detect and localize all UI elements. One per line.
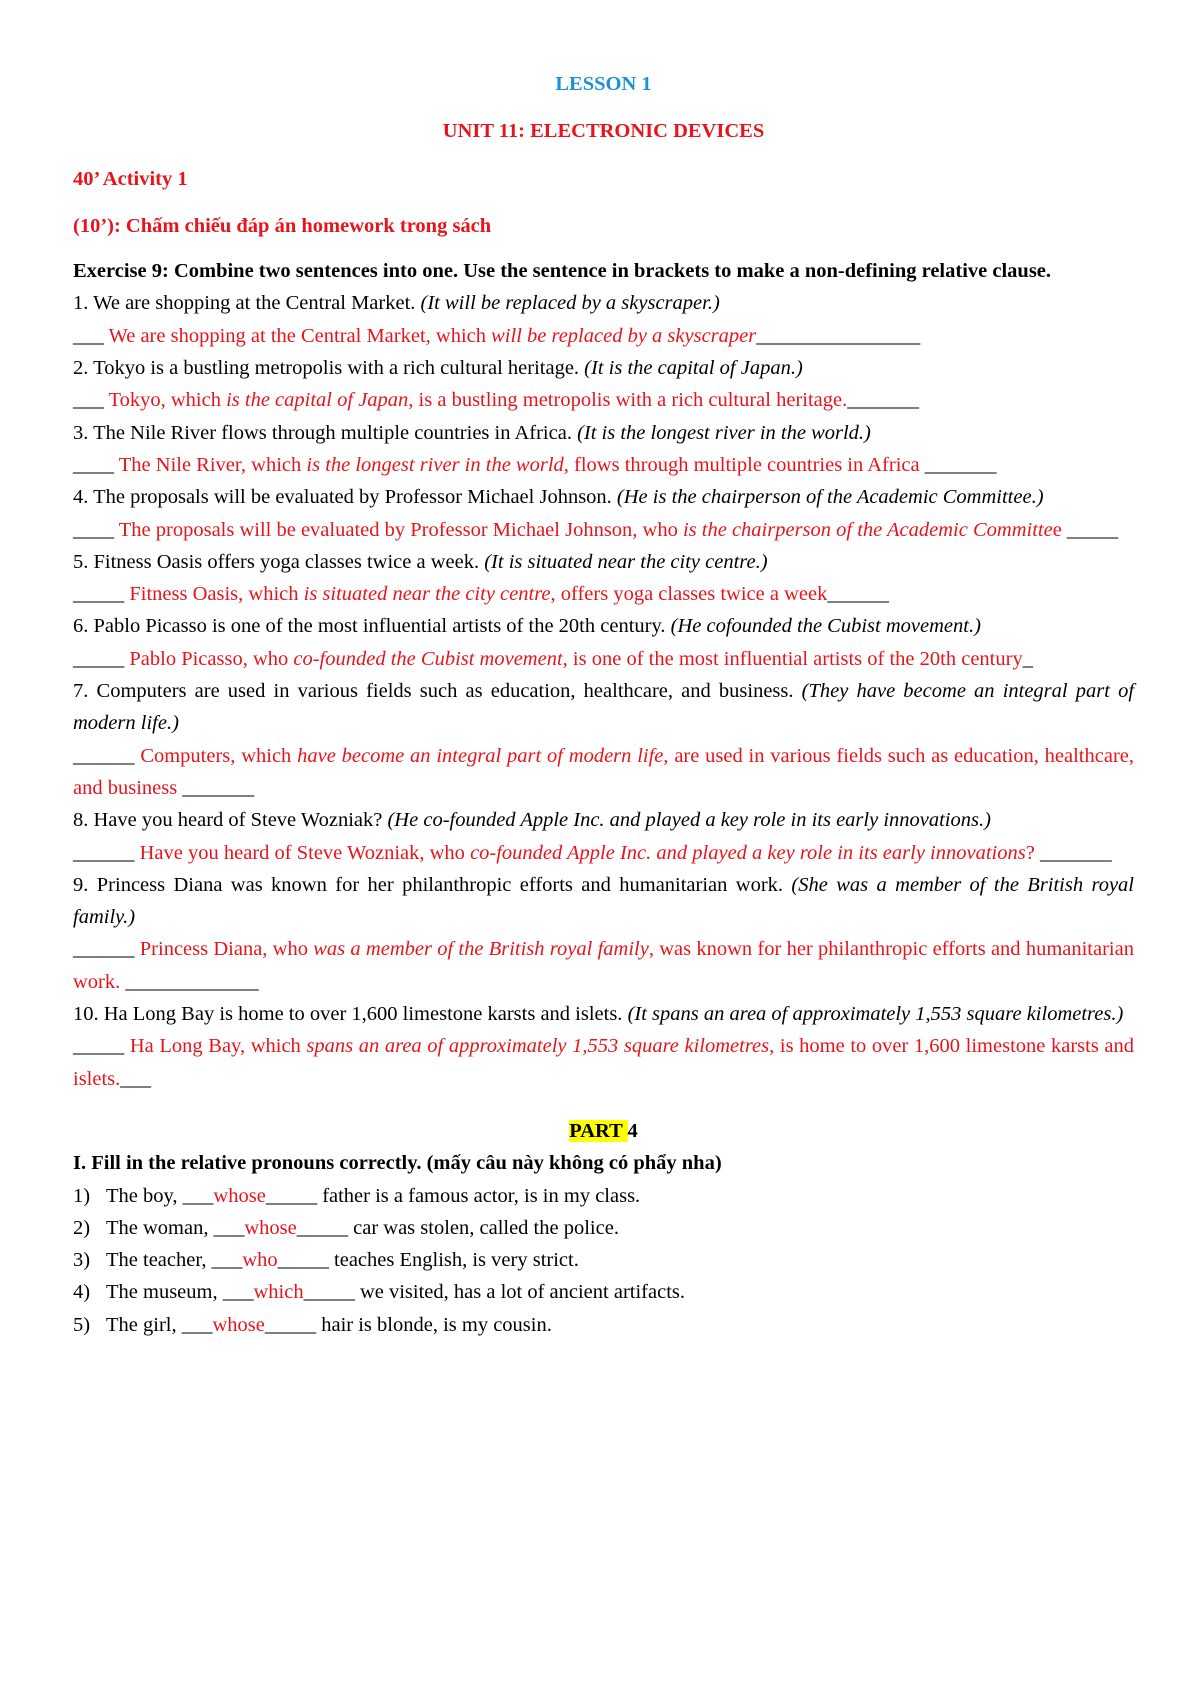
answer-text-rest: ? bbox=[1025, 841, 1040, 864]
question-number: 8. bbox=[73, 809, 94, 832]
part-4-number: 4 bbox=[627, 1119, 638, 1142]
exercise-9-question bbox=[73, 998, 1134, 1030]
part-4-heading bbox=[73, 1115, 1134, 1147]
answer-blank-after: ______ bbox=[827, 583, 889, 606]
question-number: 2. bbox=[73, 357, 94, 380]
item-number: 1) bbox=[73, 1184, 91, 1207]
question-text: Pablo Picasso is one of the most influential artists of the 20th century. bbox=[93, 615, 671, 638]
question-text: The Nile River flows through multiple countries in Africa. bbox=[93, 421, 578, 444]
exercise-9-answer bbox=[73, 320, 1134, 352]
question-text: Have you heard of Steve Wozniak? bbox=[93, 809, 388, 832]
exercise-9-title: Exercise 9: Combine two sentences into one. Use the sentence in brackets to make a non-defining relative clause. bbox=[73, 260, 1052, 283]
answer-blank-after: _ bbox=[1022, 647, 1033, 670]
answer-clause: is the longest river in the world bbox=[306, 453, 564, 476]
answer-blank-before: ______ bbox=[73, 938, 140, 961]
answer-blank-before: _____ bbox=[73, 1035, 130, 1058]
question-hint: (He is the chairperson of the Academic Committee.) bbox=[616, 486, 1044, 509]
item-number: 5) bbox=[73, 1313, 91, 1336]
answer-blank-after: _______ bbox=[924, 453, 997, 476]
fill-in-item bbox=[73, 1244, 1134, 1276]
exercise-9-answer bbox=[73, 933, 1134, 998]
exercise-9-answer bbox=[73, 384, 1134, 416]
fill-in-item bbox=[73, 1180, 1134, 1212]
fill-in-item bbox=[73, 1212, 1134, 1244]
exercise-9-answer bbox=[73, 449, 1134, 481]
item-text-after: _____ we visited, has a lot of ancient artifacts. bbox=[303, 1281, 685, 1304]
answer-text: The proposals will be evaluated by Professor Michael Johnson, who bbox=[118, 518, 683, 541]
item-number: 4) bbox=[73, 1281, 91, 1304]
item-number: 2) bbox=[73, 1216, 91, 1239]
answer-clause: co-founded the Cubist movement bbox=[293, 647, 563, 670]
exercise-9-question bbox=[73, 287, 1134, 319]
answer-text: Ha Long Bay, which bbox=[129, 1035, 307, 1058]
answer-clause: was a member of the British royal family bbox=[313, 938, 649, 961]
item-answer: whose bbox=[212, 1313, 265, 1336]
answer-clause: is the chairperson of the Academic Committe bbox=[682, 518, 1053, 541]
answer-blank-before: ___ bbox=[73, 389, 109, 412]
question-hint: (It is situated near the city centre.) bbox=[484, 550, 768, 573]
part-4-label: PART bbox=[569, 1119, 628, 1142]
item-text-before: The museum, ___ bbox=[106, 1281, 254, 1304]
question-number: 7. bbox=[73, 680, 97, 703]
answer-text-rest: , is a bustling metropolis with a rich cultural heritage. bbox=[408, 389, 848, 412]
question-number: 6. bbox=[73, 615, 94, 638]
question-text: Ha Long Bay is home to over 1,600 limestone karsts and islets. bbox=[103, 1003, 628, 1026]
question-text: The proposals will be evaluated by Professor Michael Johnson. bbox=[93, 486, 617, 509]
question-hint: (He co-founded Apple Inc. and played a key role in its early innovations.) bbox=[387, 809, 991, 832]
answer-blank-after: _______ bbox=[847, 389, 919, 412]
answer-text: Tokyo, which bbox=[108, 389, 227, 412]
answer-text: Have you heard of Steve Wozniak, who bbox=[139, 841, 471, 864]
question-text: Fitness Oasis offers yoga classes twice a week. bbox=[93, 550, 485, 573]
exercise-9-answer bbox=[73, 837, 1134, 869]
activity-heading: 40’ Activity 1 bbox=[73, 167, 188, 190]
answer-text: Computers, which bbox=[140, 744, 298, 767]
unit-heading: UNIT 11: ELECTRONIC DEVICES bbox=[442, 120, 765, 143]
exercise-9-answer bbox=[73, 514, 1134, 546]
exercise-9-answer bbox=[73, 643, 1134, 675]
answer-blank-after: ________________ bbox=[756, 324, 921, 347]
answer-text: Fitness Oasis, which bbox=[129, 583, 304, 606]
answer-clause: spans an area of approximately 1,553 square kilometres bbox=[306, 1035, 770, 1058]
question-text: Computers are used in various fields such as education, healthcare, and business. bbox=[96, 680, 802, 703]
item-text-after: _____ hair is blonde, is my cousin. bbox=[264, 1313, 552, 1336]
question-number: 1. bbox=[73, 292, 94, 315]
question-number: 4. bbox=[73, 486, 94, 509]
answer-blank-after: _____________ bbox=[125, 970, 259, 993]
answer-blank-after: _______ bbox=[1039, 841, 1112, 864]
answer-text-rest: , offers yoga classes twice a week bbox=[550, 583, 828, 606]
question-hint: (They have become an integral part of modern life.) bbox=[73, 680, 1135, 735]
answer-blank-after: _____ bbox=[1061, 518, 1119, 541]
answer-text: We are shopping at the Central Market, which bbox=[108, 324, 492, 347]
exercise-9-question bbox=[73, 546, 1134, 578]
answer-blank-after: ___ bbox=[120, 1067, 152, 1090]
answer-blank-before: ______ bbox=[73, 744, 141, 767]
exercise-9-answer bbox=[73, 578, 1134, 610]
item-answer: whose bbox=[244, 1216, 297, 1239]
answer-clause: will be replaced by a skyscraper bbox=[491, 324, 757, 347]
question-hint: (It spans an area of approximately 1,553 square kilometres.) bbox=[627, 1003, 1124, 1026]
item-text-before: The girl, ___ bbox=[106, 1313, 213, 1336]
answer-text-rest: , was known for her philanthropic efforts and humanitarian work. bbox=[73, 938, 1134, 993]
exercise-9-question bbox=[73, 869, 1134, 934]
item-answer: which bbox=[253, 1281, 304, 1304]
answer-clause: is the capital of Japan bbox=[226, 389, 409, 412]
answer-blank-before: ____ bbox=[73, 518, 119, 541]
subactivity-heading: (10’): Chấm chiếu đáp án homework trong sách bbox=[73, 214, 492, 237]
question-number: 10. bbox=[73, 1003, 104, 1026]
answer-blank-before: _____ bbox=[73, 583, 130, 606]
item-text-before: The teacher, ___ bbox=[106, 1249, 243, 1272]
answer-text-rest: , is one of the most influential artists of the 20th century bbox=[562, 647, 1023, 670]
answer-blank-before: ______ bbox=[73, 841, 140, 864]
question-hint: (He cofounded the Cubist movement.) bbox=[670, 615, 981, 638]
item-number: 3) bbox=[73, 1249, 91, 1272]
question-text: We are shopping at the Central Market. bbox=[93, 292, 421, 315]
question-number: 3. bbox=[73, 421, 94, 444]
answer-blank-before: ____ bbox=[73, 453, 119, 476]
question-text: Tokyo is a bustling metropolis with a rich cultural heritage. bbox=[93, 357, 585, 380]
exercise-9-question bbox=[73, 417, 1134, 449]
exercise-9-question bbox=[73, 352, 1134, 384]
part-4-section-title: I. Fill in the relative pronouns correctly. (mấy câu này không có phẩy nha) bbox=[73, 1152, 722, 1175]
lesson-heading: LESSON 1 bbox=[555, 73, 652, 95]
answer-text: Princess Diana, who bbox=[139, 938, 314, 961]
item-text-before: The boy, ___ bbox=[106, 1184, 214, 1207]
answer-text: The Nile River, which bbox=[118, 453, 307, 476]
exercise-9-answer bbox=[73, 1030, 1134, 1095]
part-4-list bbox=[73, 1180, 1134, 1341]
exercise-9-question bbox=[73, 610, 1134, 642]
item-text-after: _____ teaches English, is very strict. bbox=[277, 1249, 579, 1272]
answer-clause: have become an integral part of modern life bbox=[297, 744, 664, 767]
question-number: 5. bbox=[73, 550, 94, 573]
question-hint: (It is the capital of Japan.) bbox=[584, 357, 803, 380]
answer-clause: is situated near the city centre bbox=[303, 583, 551, 606]
answer-text-rest: , is home to over 1,600 limestone karsts and islets. bbox=[73, 1035, 1135, 1090]
exercise-9-answer bbox=[73, 740, 1134, 805]
answer-blank-before: _____ bbox=[73, 647, 130, 670]
fill-in-item bbox=[73, 1309, 1134, 1341]
item-text-after: _____ car was stolen, called the police. bbox=[296, 1216, 619, 1239]
answer-text-rest: , flows through multiple countries in Africa bbox=[563, 453, 925, 476]
answer-blank-before: ___ bbox=[73, 324, 109, 347]
question-text: Princess Diana was known for her philanthropic efforts and humanitarian work. bbox=[96, 873, 792, 896]
question-hint: (It will be replaced by a skyscraper.) bbox=[420, 292, 720, 315]
exercise-9-question bbox=[73, 675, 1134, 740]
item-answer: whose bbox=[213, 1184, 266, 1207]
answer-blank-after: _______ bbox=[182, 776, 255, 799]
item-text-before: The woman, ___ bbox=[106, 1216, 245, 1239]
item-text-after: _____ father is a famous actor, is in my class. bbox=[265, 1184, 641, 1207]
item-answer: who bbox=[242, 1249, 278, 1272]
answer-text-rest: , are used in various fields such as education, healthcare, and business bbox=[73, 744, 1135, 799]
answer-text-rest: e bbox=[1052, 518, 1062, 541]
answer-text: Pablo Picasso, who bbox=[129, 647, 294, 670]
exercise-9-question bbox=[73, 481, 1134, 513]
exercise-9-list bbox=[73, 287, 1134, 1094]
fill-in-item bbox=[73, 1276, 1134, 1308]
answer-clause: co-founded Apple Inc. and played a key role in its early innovations bbox=[470, 841, 1026, 864]
question-hint: (She was a member of the British royal family.) bbox=[73, 873, 1134, 929]
question-number: 9. bbox=[73, 873, 97, 896]
exercise-9-question bbox=[73, 804, 1134, 836]
question-hint: (It is the longest river in the world.) bbox=[577, 421, 871, 444]
